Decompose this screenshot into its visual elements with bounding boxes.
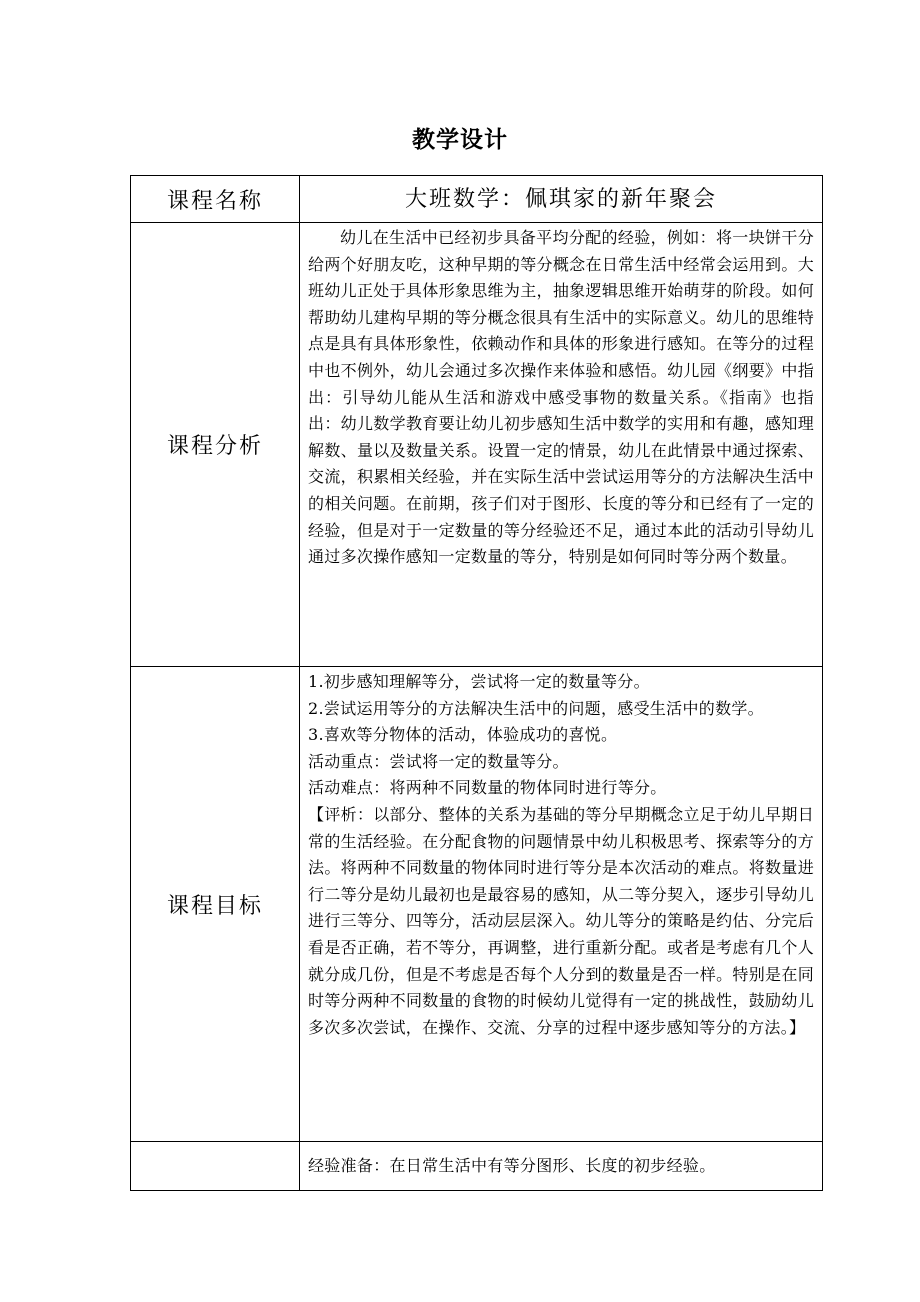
course-analysis-content: [300, 223, 823, 667]
goal-item-3: 3.喜欢等分物体的活动，体验成功的喜悦。: [308, 725, 618, 745]
preparation-content: [300, 1142, 823, 1191]
preparation-row: [131, 1142, 823, 1191]
course-analysis-label: 课程分析: [131, 223, 300, 667]
activity-difficult-point: 活动难点：将两种不同数量的物体同时进行等分。: [308, 778, 667, 798]
course-analysis-row: [131, 223, 823, 667]
course-name-row: [131, 176, 823, 223]
goal-item-2: 2.尝试运用等分的方法解决生活中的问题，感受生活中的数学。: [308, 698, 764, 718]
goals-commentary: 【评析：以部分、整体的关系为基础的等分早期概念立足于幼儿早期日常的生活经验。在分配食物的问题情景中幼儿积极思考、探索等分的方法。将两种不同数量的物体同时进行等分是本次活动的难点。将数量进行二等分是幼儿最初也是最容易的感知，从二等分契入，逐步引导幼儿进行三等分、四等分，活动层层深入。幼儿等分的策略是约估、分完后看是否正确，若不等分，再调整，进行重新分配。或者是考虑有几个人就分成几份，但是不考虑是否每个人分到的数量是否一样。特别是在同时等分两种不同数量的食物的时候幼儿觉得有一定的挑战性，鼓励幼儿多次多次尝试，在操作、交流、分享的过程中逐步感知等分的方法。】: [308, 804, 814, 1037]
course-goals-row: [131, 667, 823, 1142]
lesson-design-table: [130, 175, 823, 1191]
course-name-label: 课程名称: [131, 176, 300, 223]
activity-key-point: 活动重点：尝试将一定的数量等分。: [308, 751, 569, 771]
document-title: 教学设计: [412, 127, 508, 153]
course-goals-content: [300, 667, 823, 1142]
experience-preparation-text: 经验准备：在日常生活中有等分图形、长度的初步经验。: [308, 1155, 716, 1175]
preparation-label: [131, 1142, 300, 1191]
course-name-value: 大班数学：佩琪家的新年聚会: [300, 176, 823, 223]
course-goals-label: 课程目标: [131, 667, 300, 1142]
goal-item-1: 1.初步感知理解等分，尝试将一定的数量等分。: [308, 672, 650, 691]
course-analysis-text: 幼儿在生活中已经初步具备平均分配的经验，例如：将一块饼干分给两个好朋友吃，这种早期的等分概念在日常生活中经常会运用到。大班幼儿正处于具体形象思维为主，抽象逻辑思维开始萌芽的阶段。如何帮助幼儿建构早期的等分概念很具有生活中的实际意义。幼儿的思维特点是具有具体形象性，依赖动作和具体的形象进行感知。在等分的过程中也不例外，幼儿会通过多次操作来体验和感悟。幼儿园《纲要》中指出：引导幼儿能从生活和游戏中感受事物的数量关系。《指南》也指出：幼儿数学教育要让幼儿初步感知生活中数学的实用和有趣，感知理解数、量以及数量关系。设置一定的情景，幼儿在此情景中通过探索、交流，积累相关经验，并在实际生活中尝试运用等分的方法解决生活中的相关问题。在前期，孩子们对于图形、长度的等分和已经有了一定的经验，但是对于一定数量的等分经验还不足，通过本此的活动引导幼儿通过多次操作感知一定数量的等分，特别是如何同时等分两个数量。: [308, 228, 814, 567]
